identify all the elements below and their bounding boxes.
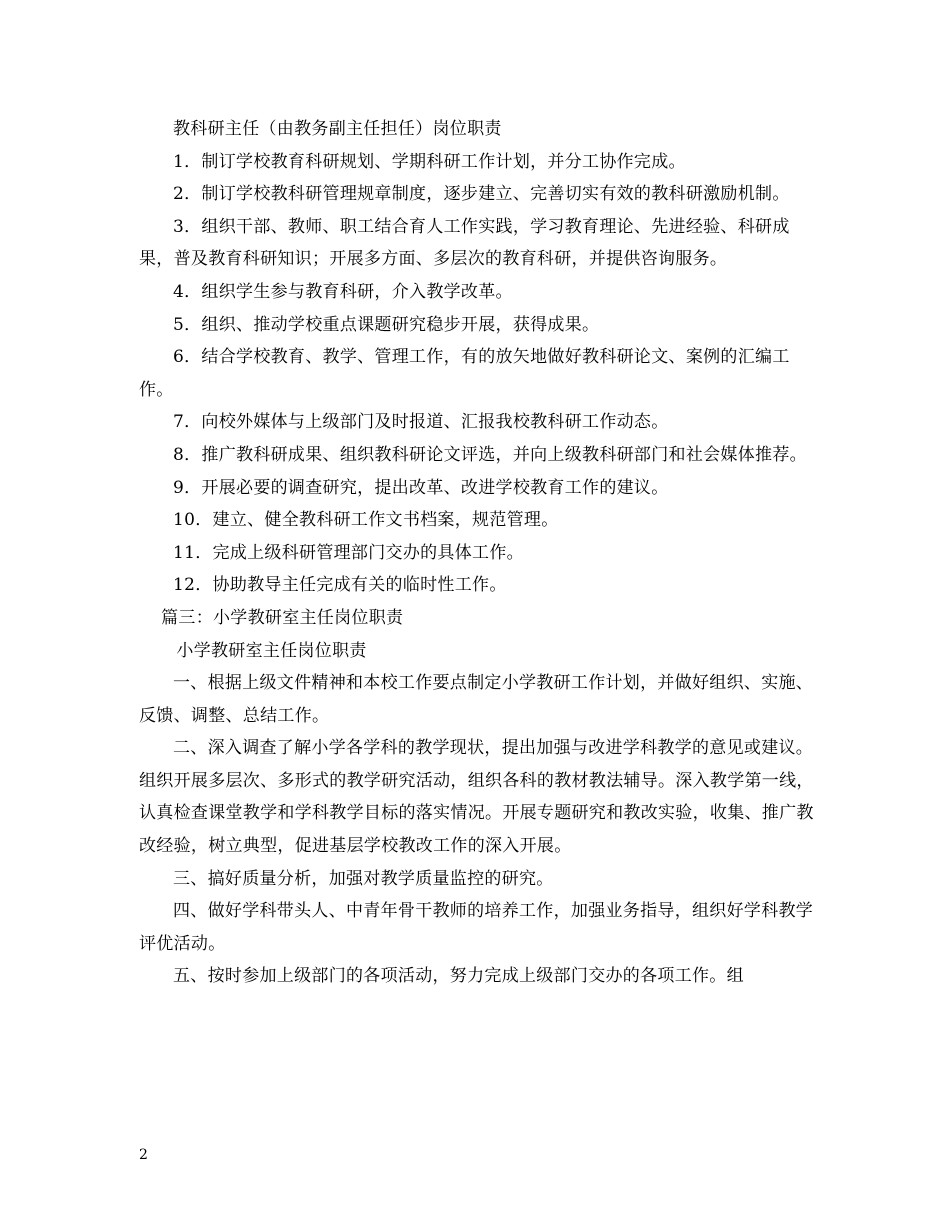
paragraph-10: 10．建立、健全教科研工作文书档案，规范管理。 [173,510,559,531]
paragraph-8: 8．推广教科研成果、组织教科研论文评选，并向上级教科研部门和社会媒体推荐。 [173,444,807,465]
paragraph-9: 9．开展必要的调查研究，提出改革、改进学校教育工作的建议。 [173,477,669,498]
part-heading: 篇三：小学教研室主任岗位职责 [161,607,404,628]
part-title: 小学教研室主任岗位职责 [176,640,367,661]
duty-4: 四、做好学科带头人、中青年骨干教师的培养工作，加强业务指导，组织好学科教学评优活动。 [139,901,814,954]
doc-title: 教科研主任（由教务副主任担任）岗位职责 [173,119,502,139]
paragraph-5: 5．组织、推动学校重点课题研究稳步开展，获得成果。 [173,314,600,335]
paragraph-11: 11．完成上级科研管理部门交办的具体工作。 [173,542,524,563]
paragraph-6: 6．结合学校教育、教学、管理工作，有的放矢地做好教科研论文、案例的汇编工作。 [139,347,790,400]
duty-1: 一、根据上级文件精神和本校工作要点制定小学教研工作计划，并做好组织、实施、反馈、调整、总结工作。 [139,673,814,726]
page-number: 2 [139,1147,148,1163]
paragraph-7: 7．向校外媒体与上级部门及时报道、汇报我校教科研工作动态。 [173,412,669,433]
paragraph-12: 12．协助教导主任完成有关的临时性工作。 [173,575,507,596]
paragraph-1: 1．制订学校教育科研规划、学期科研工作计划，并分工协作完成。 [173,151,686,172]
paragraph-4: 4．组织学生参与教育科研，介入教学改革。 [173,281,513,302]
duty-2: 二、深入调查了解小学各学科的教学现状，提出加强与改进学科教学的意见或建议。组织开展多层次、多形式的教学研究活动，组织各科的教材教法辅导。深入教学第一线，认真检查课堂教学和学科教学目标的落实情况。开展专题研究和教改实验，收集、推广教改经验，树立典型，促进基层学校教改工作的深入开展。 [139,738,814,857]
duty-5: 五、按时参加上级部门的各项活动，努力完成上级部门交办的各项工作。组 [173,966,744,987]
duty-3: 三、搞好质量分析，加强对教学质量监控的研究。 [173,868,554,889]
document-body [139,113,815,993]
paragraph-3: 3．组织干部、教师、职工结合育人工作实践，学习教育理论、先进经验、科研成果，普及教育科研知识；开展多方面、多层次的教育科研，并提供咨询服务。 [139,216,790,270]
paragraph-2: 2．制订学校教科研管理规章制度，逐步建立、完善切实有效的教科研激励机制。 [173,184,790,205]
